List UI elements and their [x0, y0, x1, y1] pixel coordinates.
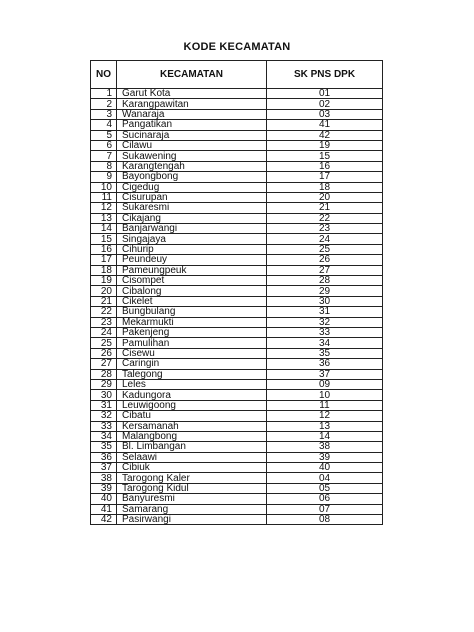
row-number-cell: 23 [91, 317, 117, 327]
sk-code-cell: 37 [267, 369, 383, 379]
table-header-row [91, 61, 383, 89]
kecamatan-name-cell: Tarogong Kaler [117, 473, 267, 483]
table-row [91, 411, 383, 421]
row-number-cell: 22 [91, 307, 117, 317]
kecamatan-name-cell: Talegong [117, 369, 267, 379]
kecamatan-name-cell: Karangtengah [117, 161, 267, 171]
row-number-cell: 5 [91, 130, 117, 140]
table-row [91, 89, 383, 99]
table-row [91, 151, 383, 161]
row-number-cell: 9 [91, 172, 117, 182]
kecamatan-name-cell: Pasirwangi [117, 515, 267, 525]
row-number-cell: 42 [91, 515, 117, 525]
table-row [91, 109, 383, 119]
table-row [91, 140, 383, 150]
table-row [91, 473, 383, 483]
row-number-cell: 33 [91, 421, 117, 431]
row-number-cell: 10 [91, 182, 117, 192]
row-number-cell: 18 [91, 265, 117, 275]
table-row [91, 369, 383, 379]
table-row [91, 494, 383, 504]
table-row [91, 463, 383, 473]
kecamatan-name-cell: Sukaresmi [117, 203, 267, 213]
sk-code-cell: 01 [267, 89, 383, 99]
table-row [91, 317, 383, 327]
row-number-cell: 30 [91, 390, 117, 400]
row-number-cell: 7 [91, 151, 117, 161]
table-row [91, 244, 383, 254]
header-sk-pns-dpk: SK PNS DPK [267, 61, 383, 89]
table-row [91, 130, 383, 140]
row-number-cell: 27 [91, 359, 117, 369]
table-row [91, 172, 383, 182]
sk-code-cell: 08 [267, 515, 383, 525]
sk-code-cell: 24 [267, 234, 383, 244]
sk-code-cell: 14 [267, 431, 383, 441]
kecamatan-name-cell: Leles [117, 379, 267, 389]
sk-code-cell: 16 [267, 161, 383, 171]
row-number-cell: 8 [91, 161, 117, 171]
kecamatan-name-cell: Pamulihan [117, 338, 267, 348]
table-row [91, 338, 383, 348]
sk-code-cell: 02 [267, 99, 383, 109]
sk-code-cell: 28 [267, 276, 383, 286]
sk-code-cell: 27 [267, 265, 383, 275]
kecamatan-name-cell: Peundeuy [117, 255, 267, 265]
row-number-cell: 17 [91, 255, 117, 265]
sk-code-cell: 39 [267, 452, 383, 462]
table-row [91, 234, 383, 244]
table-row [91, 379, 383, 389]
sk-code-cell: 34 [267, 338, 383, 348]
kecamatan-name-cell: Tarogong Kidul [117, 483, 267, 493]
table-row [91, 504, 383, 514]
table-row [91, 99, 383, 109]
sk-code-cell: 06 [267, 494, 383, 504]
row-number-cell: 37 [91, 463, 117, 473]
kecamatan-name-cell: Kadungora [117, 390, 267, 400]
kecamatan-name-cell: Bl. Limbangan [117, 442, 267, 452]
sk-code-cell: 26 [267, 255, 383, 265]
table-row [91, 203, 383, 213]
table-row [91, 515, 383, 525]
sk-code-cell: 12 [267, 411, 383, 421]
header-kecamatan: KECAMATAN [117, 61, 267, 89]
sk-code-cell: 11 [267, 400, 383, 410]
table-row [91, 442, 383, 452]
sk-code-cell: 10 [267, 390, 383, 400]
row-number-cell: 34 [91, 431, 117, 441]
kecamatan-name-cell: Pangatikan [117, 120, 267, 130]
row-number-cell: 39 [91, 483, 117, 493]
sk-code-cell: 41 [267, 120, 383, 130]
sk-code-cell: 32 [267, 317, 383, 327]
kecamatan-name-cell: Cisewu [117, 348, 267, 358]
row-number-cell: 24 [91, 327, 117, 337]
kecamatan-name-cell: Caringin [117, 359, 267, 369]
kecamatan-name-cell: Malangbong [117, 431, 267, 441]
kecamatan-table [90, 60, 383, 525]
row-number-cell: 3 [91, 109, 117, 119]
kecamatan-name-cell: Singajaya [117, 234, 267, 244]
sk-code-cell: 09 [267, 379, 383, 389]
kecamatan-name-cell: Cisurupan [117, 192, 267, 202]
row-number-cell: 16 [91, 244, 117, 254]
table-row [91, 161, 383, 171]
kecamatan-name-cell: Cigedug [117, 182, 267, 192]
table-row [91, 265, 383, 275]
sk-code-cell: 29 [267, 286, 383, 296]
sk-code-cell: 40 [267, 463, 383, 473]
sk-code-cell: 31 [267, 307, 383, 317]
sk-code-cell: 33 [267, 327, 383, 337]
kecamatan-name-cell: Cikajang [117, 213, 267, 223]
kecamatan-name-cell: Bayongbong [117, 172, 267, 182]
row-number-cell: 13 [91, 213, 117, 223]
document-title: KODE KECAMATAN [183, 41, 291, 53]
row-number-cell: 29 [91, 379, 117, 389]
table-row [91, 286, 383, 296]
kecamatan-name-cell: Karangpawitan [117, 99, 267, 109]
kecamatan-name-cell: Cihurip [117, 244, 267, 254]
kecamatan-name-cell: Samarang [117, 504, 267, 514]
row-number-cell: 15 [91, 234, 117, 244]
table-row [91, 359, 383, 369]
table-row [91, 452, 383, 462]
kecamatan-name-cell: Banjarwangi [117, 224, 267, 234]
sk-code-cell: 35 [267, 348, 383, 358]
row-number-cell: 26 [91, 348, 117, 358]
row-number-cell: 14 [91, 224, 117, 234]
kecamatan-name-cell: Bungbulang [117, 307, 267, 317]
sk-code-cell: 38 [267, 442, 383, 452]
sk-code-cell: 20 [267, 192, 383, 202]
kecamatan-name-cell: Sukawening [117, 151, 267, 161]
row-number-cell: 25 [91, 338, 117, 348]
kecamatan-name-cell: Cilawu [117, 140, 267, 150]
sk-code-cell: 13 [267, 421, 383, 431]
header-no: NO [91, 61, 117, 89]
sk-code-cell: 15 [267, 151, 383, 161]
table-row [91, 276, 383, 286]
sk-code-cell: 04 [267, 473, 383, 483]
kecamatan-name-cell: Cisompet [117, 276, 267, 286]
table-row [91, 483, 383, 493]
table-row [91, 213, 383, 223]
row-number-cell: 4 [91, 120, 117, 130]
sk-code-cell: 17 [267, 172, 383, 182]
sk-code-cell: 30 [267, 296, 383, 306]
kecamatan-name-cell: Sucinaraja [117, 130, 267, 140]
sk-code-cell: 22 [267, 213, 383, 223]
sk-code-cell: 18 [267, 182, 383, 192]
kecamatan-name-cell: Pakenjeng [117, 327, 267, 337]
table-row [91, 120, 383, 130]
kecamatan-name-cell: Banyuresmi [117, 494, 267, 504]
sk-code-cell: 42 [267, 130, 383, 140]
table-row [91, 296, 383, 306]
table-row [91, 390, 383, 400]
sk-code-cell: 25 [267, 244, 383, 254]
kecamatan-name-cell: Pameungpeuk [117, 265, 267, 275]
table-body [91, 89, 383, 525]
row-number-cell: 19 [91, 276, 117, 286]
sk-code-cell: 07 [267, 504, 383, 514]
row-number-cell: 21 [91, 296, 117, 306]
kecamatan-name-cell: Kersamanah [117, 421, 267, 431]
kecamatan-name-cell: Mekarmukti [117, 317, 267, 327]
table-row [91, 348, 383, 358]
sk-code-cell: 23 [267, 224, 383, 234]
kecamatan-name-cell: Cibalong [117, 286, 267, 296]
row-number-cell: 6 [91, 140, 117, 150]
sk-code-cell: 21 [267, 203, 383, 213]
row-number-cell: 41 [91, 504, 117, 514]
sk-code-cell: 03 [267, 109, 383, 119]
table-row [91, 307, 383, 317]
kecamatan-name-cell: Garut Kota [117, 89, 267, 99]
table-row [91, 182, 383, 192]
row-number-cell: 28 [91, 369, 117, 379]
kecamatan-name-cell: Selaawi [117, 452, 267, 462]
sk-code-cell: 36 [267, 359, 383, 369]
row-number-cell: 38 [91, 473, 117, 483]
sk-code-cell: 19 [267, 140, 383, 150]
kecamatan-name-cell: Cibiuk [117, 463, 267, 473]
table-row [91, 327, 383, 337]
table-row [91, 255, 383, 265]
kecamatan-name-cell: Leuwigoong [117, 400, 267, 410]
table-row [91, 431, 383, 441]
sk-code-cell: 05 [267, 483, 383, 493]
row-number-cell: 20 [91, 286, 117, 296]
row-number-cell: 11 [91, 192, 117, 202]
table-row [91, 400, 383, 410]
kecamatan-name-cell: Wanaraja [117, 109, 267, 119]
row-number-cell: 1 [91, 89, 117, 99]
kecamatan-name-cell: Cikelet [117, 296, 267, 306]
row-number-cell: 12 [91, 203, 117, 213]
row-number-cell: 31 [91, 400, 117, 410]
table-row [91, 421, 383, 431]
row-number-cell: 2 [91, 99, 117, 109]
kecamatan-name-cell: Cibatu [117, 411, 267, 421]
row-number-cell: 32 [91, 411, 117, 421]
row-number-cell: 40 [91, 494, 117, 504]
row-number-cell: 36 [91, 452, 117, 462]
row-number-cell: 35 [91, 442, 117, 452]
table-row [91, 192, 383, 202]
table-row [91, 224, 383, 234]
